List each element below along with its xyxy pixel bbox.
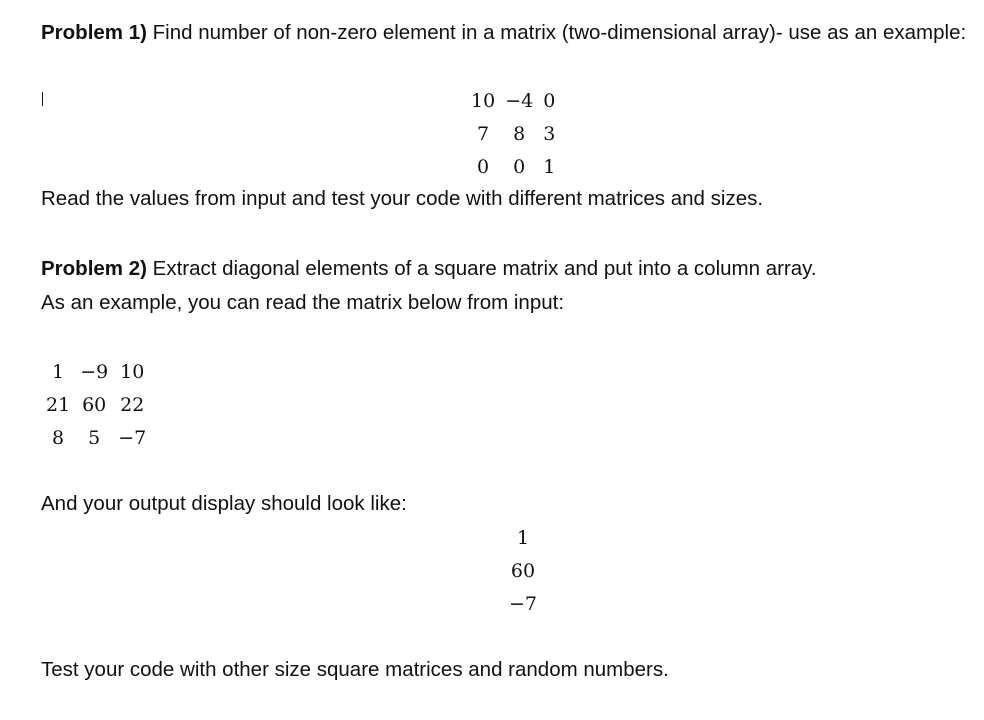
text-cursor [42,92,43,106]
matrix-row [466,85,560,118]
matrix-row [466,151,560,184]
matrix-cell: 10 [120,361,145,383]
matrix-cell: −7 [118,427,147,449]
matrix-cell: 8 [52,427,65,449]
matrix-cell: 1 [52,361,65,383]
problem-2-text: Extract diagonal elements of a square matrix and put into a column array. [146,257,817,280]
output-cell: −7 [509,593,538,615]
matrix-row [41,422,151,455]
output-column [504,522,542,621]
matrix-cell: 60 [82,394,107,416]
output-cell: 1 [516,527,530,549]
output-cell: 60 [510,560,536,582]
matrix-cell: −4 [505,90,534,112]
matrix-cell: 0 [513,156,526,178]
problem-2-note: Test your code with other size square matrices and random numbers. [41,658,669,681]
matrix-cell: 0 [477,156,490,178]
problem-2-line2: As an example, you can read the matrix below from input: [41,291,565,314]
matrix-cell: 21 [46,394,71,416]
output-row [504,555,542,588]
matrix-cell: 1 [543,156,556,178]
matrix-row [41,389,151,422]
problem-2-label: Problem 2) [41,257,147,280]
problem-1-text: Find number of non-zero element in a matrix (two-dimensional array)- use as an example: [146,21,967,44]
matrix-cell: 10 [471,90,496,112]
matrix-cell: 0 [543,90,556,112]
problem-2-matrix [41,356,151,455]
matrix-cell: 3 [543,123,556,145]
output-row [504,522,542,555]
matrix-row [466,118,560,151]
matrix-cell: 5 [88,427,101,449]
matrix-row [41,356,151,389]
problem-2-statement [41,257,817,281]
matrix-cell: 22 [120,394,145,416]
problem-1-note: Read the values from input and test your code with different matrices and sizes. [41,187,764,210]
matrix-cell: −9 [80,361,109,383]
matrix-cell: 8 [513,123,526,145]
problem-1-statement [41,16,981,49]
problem-1-label: Problem 1) [41,21,147,44]
problem-1-matrix [466,85,560,184]
matrix-cell: 7 [477,123,490,145]
output-row [504,588,542,621]
output-label: And your output display should look like: [41,492,407,515]
